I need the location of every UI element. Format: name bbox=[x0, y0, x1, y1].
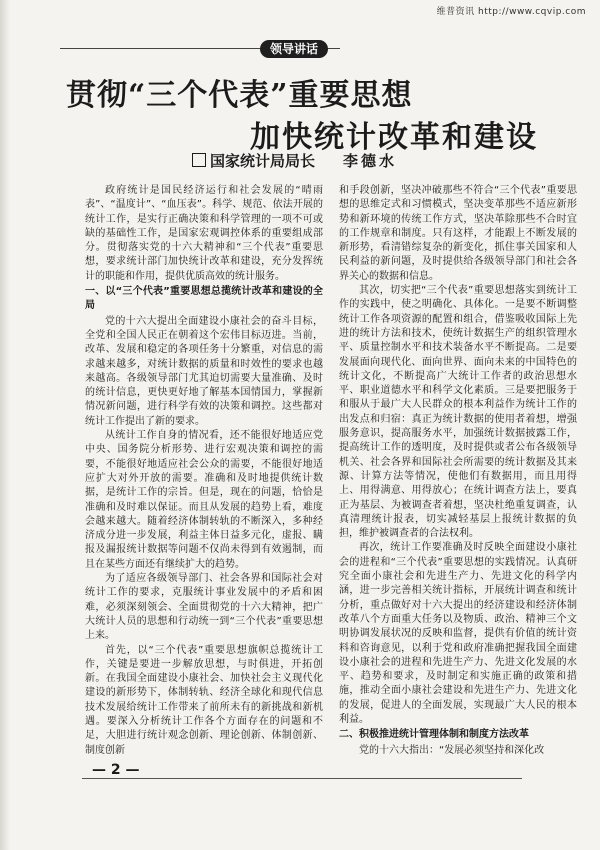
section-heading: 二、积极推进统计管理体制和制度方法改革 bbox=[339, 729, 529, 741]
paragraph: 首先，以“三个代表”重要思想旗帜总揽统计工作，关键是要进一步解放思想，与时俱进，开拓创新。在我国全面建设小康社会、加快社会主义现代化建设的新形势下，体制转轨、经济全球化和现代信息技术发展给统计工作带来了前所未有的新挑战和新机遇。要深入分析统计工作各个方面存在的问题和不足，大胆进行统计观念创新、理论创新、体制创新、制度创新 bbox=[85, 644, 323, 756]
left-column bbox=[85, 184, 323, 758]
author-position: 国家统计局局长 bbox=[210, 152, 316, 170]
footer-rule bbox=[82, 778, 522, 779]
section-banner bbox=[60, 40, 340, 58]
right-column bbox=[339, 184, 577, 758]
paragraph: 和手段创新，坚决冲破那些不符合“三个代表”重要思想的思维定式和习惯模式，坚决变革那些不适应新形势和新环境的传统工作方式，坚决革除那些不合时宜的工作规章和制度。只有这样，才能跟上不断发展的新形势，看清错综复杂的新变化，抓住事关国家和人民利益的新问题，及时提供给各级领导部门和社会各界关心的数据和信息。 bbox=[339, 185, 577, 282]
article-title-line-1: 贯彻“三个代表”重要思想 bbox=[66, 78, 413, 113]
paragraph: 党的十六大指出：“发展必须坚持和深化改 bbox=[359, 744, 545, 756]
section-tag: 领导讲话 bbox=[260, 40, 328, 58]
paragraph: 再次，统计工作要准确及时反映全面建设小康社会的进程和“三个代表”重要思想的实践情况。认真研究全面小康社会和先进生产力、先进文化的科学内涵，进一步完善相关统计指标，开展统计调查和统计分析，重点做好对十六大提出的经济建设和经济体制改革八个方面重大任务以及物质、政治、精神三个文明协调发展状况的反映和监督，提供有价值的统计资料和咨询意见，以利于党和政府准确把握我国全面建设小康社会的进程和先进生产力、先进文化发展的水平、趋势和要求，及时制定和实施正确的政策和措施，推动全面小康社会建设和先进生产力、先进文化的发展，促进人的全面发展，实现最广大人民的根本利益。 bbox=[339, 542, 577, 725]
source-watermark: 维普资讯 http://www.cqvip.com bbox=[436, 7, 586, 17]
page-spine-shadow bbox=[0, 0, 10, 850]
paragraph: 从统计工作自身的情况看，还不能很好地适应党中央、国务院分析形势、进行宏观决策和调控的需要，不能很好地适应社会公众的需要，不能很好地适应扩大对外开放的需要。准确和及时地提供统计数据，是统计工作的宗旨。但是，现在的问题，恰恰是准确和及时难以保证。而且从发展的趋势上看，难度会越来越大。随着经济体制转轨的不断深入，多种经济成分进一步发展，利益主体日益多元化，虚报、瞒报及漏报统计数据等问题不仅尚未得到有效遏制，而且在某些方面还有继续扩大的趋势。 bbox=[85, 430, 323, 570]
article-title-line-2: 加快统计改革和建设 bbox=[250, 120, 538, 155]
paragraph: 党的十六大提出全面建设小康社会的奋斗目标，全党和全国人民正在朝着这个宏伟目标迈进。当前，改革、发展和稳定的各项任务十分繁重，对信息的需求越来越多，对统计数据的质量和时效性的要求也越来越高。各级领导部门尤其迫切需要大量准确、及时的统计信息，更快更好地了解基本国情国力，掌握新情况新问题，进行科学有效的决策和调控。这些都对统计工作提出了新的要求。 bbox=[85, 315, 323, 427]
byline bbox=[192, 150, 397, 171]
author-name: 李德水 bbox=[343, 152, 398, 170]
paragraph: 政府统计是国民经济运行和社会发展的“晴雨表”、“温度计”、“血压表”。科学、规范、依法开展的统计工作，是实行正确决策和科学管理的一项不可或缺的基础性工作，是国家宏观调控体系的重要组成部分。贯彻落实党的十六大精神和“三个代表”重要思想，要求统计部门加快统计改革和建设，充分发挥统计的职能和作用，提供优质高效的统计服务。 bbox=[85, 185, 323, 282]
paragraph: 其次，切实把“三个代表”重要思想落实到统计工作的实践中，使之明确化、具体化。一是要不断调整统计工作各项资源的配置和组合，借鉴吸收国际上先进的统计方法和技术，使统计数据生产的组织管理水平、质量控制水平和技术装备水平不断提高。二是要发展面向现代化、面向世界、面向未来的中国特色的统计文化，不断提高广大统计工作者的政治思想水平、职业道德水平和科学文化素质。三是要把服务于和服从于最广大人民群众的根本利益作为统计工作的出发点和归宿：真正为统计数据的使用者着想，增强服务意识，提高服务水平，加强统计数据披露工作，提高统计工作的透明度，及时提供或者公布各级领导机关、社会各界和国际社会所需要的统计数据及其来源、计算方法等情况，使他们有数据用，而且用得上、用得满意、用得放心；在统计调查方法上，要真正为基层、为被调查者着想，坚决杜绝重复调查，认真清理统计报表，切实减轻基层上报统计数据的负担，维护被调查者的合法权利。 bbox=[339, 285, 577, 540]
section-heading: 一、以“三个代表”重要思想总揽统计改革和建设的全局 bbox=[85, 286, 323, 312]
paragraph: 为了适应各级领导部门、社会各界和国际社会对统计工作的要求，克服统计事业发展中的矛盾和困难，必须深刻领会、全面贯彻党的十六大精神，把广大统计人员的思想和行动统一到“三个代表”重要思想上来。 bbox=[85, 573, 323, 642]
page-number: — 2 — bbox=[92, 762, 140, 778]
square-bullet-icon bbox=[192, 153, 206, 167]
